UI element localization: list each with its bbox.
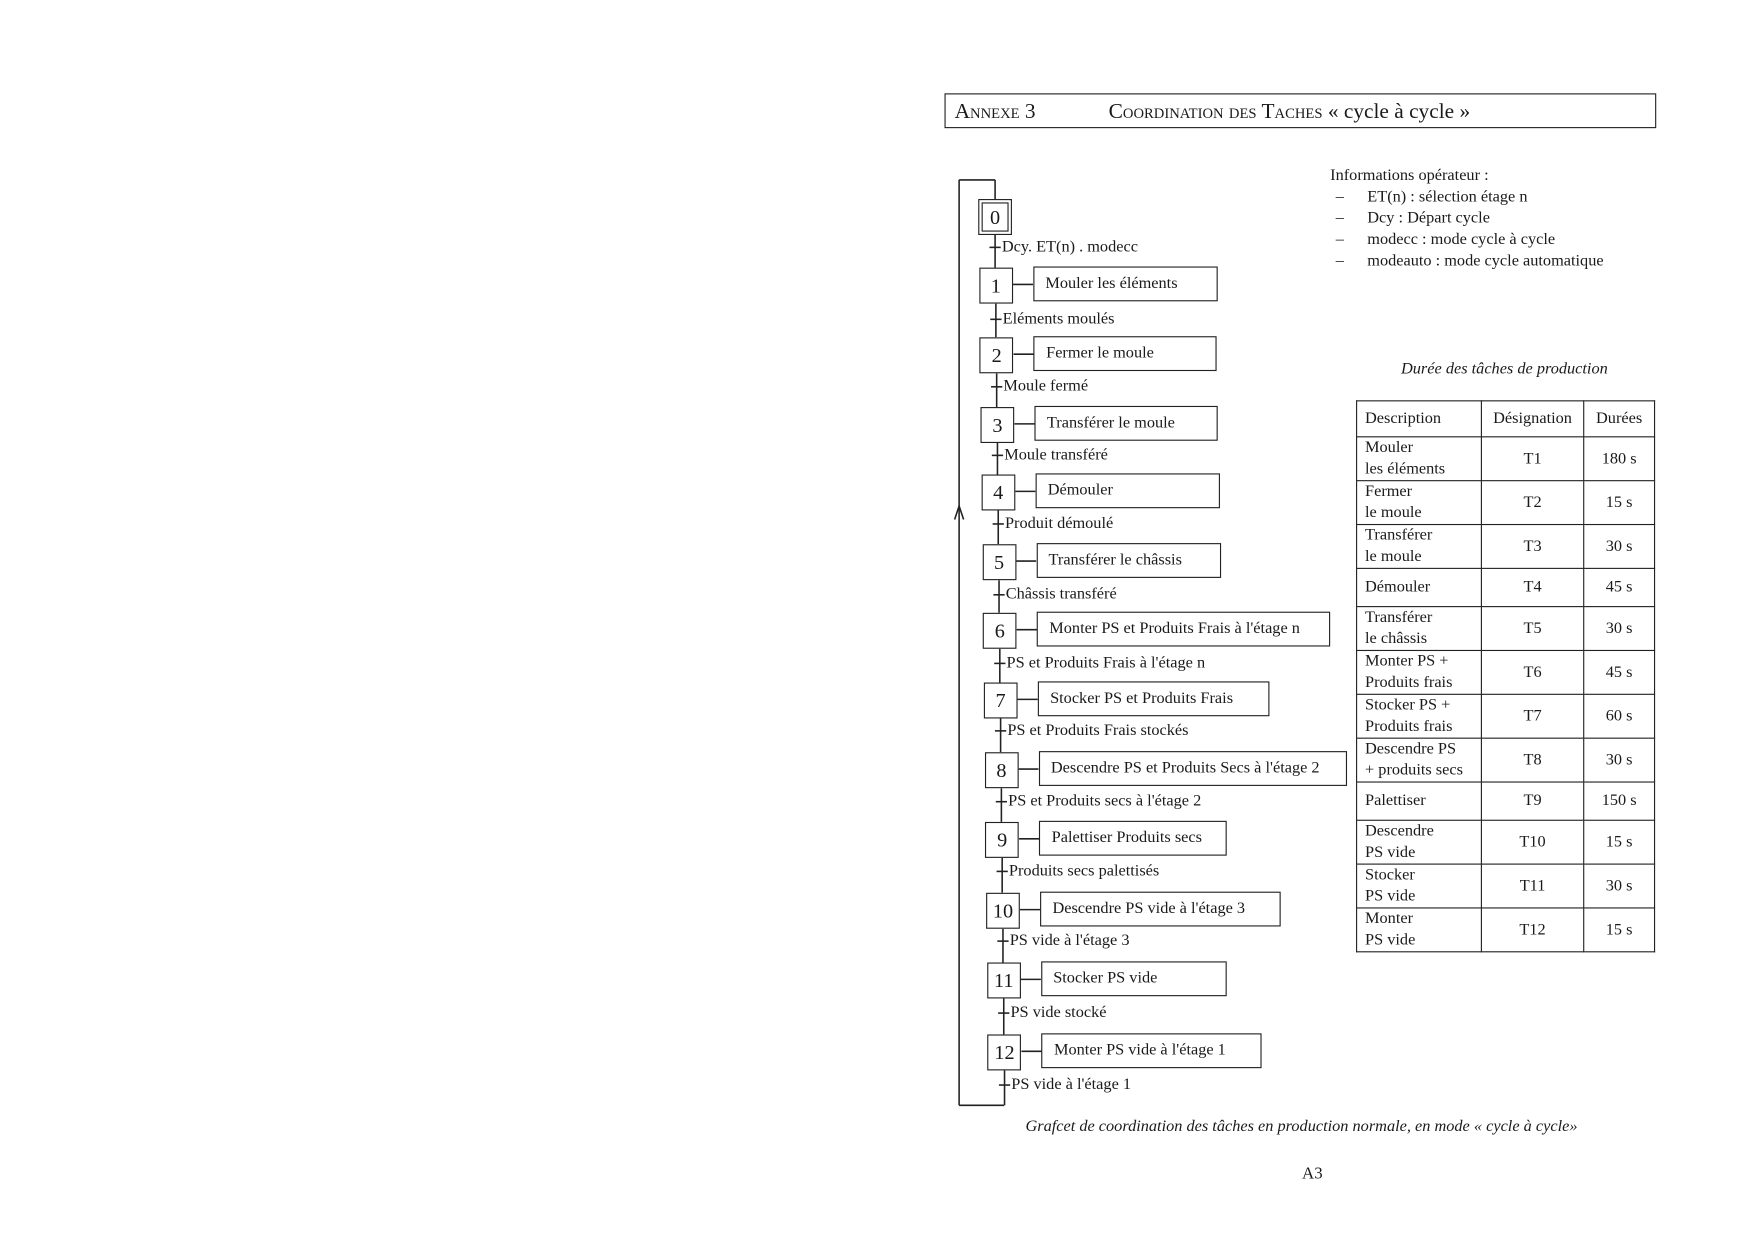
description-line: Stocker PS + (1365, 696, 1451, 714)
action-12: Monter PS vide à l'étage 1 (1042, 1033, 1262, 1068)
step-0: 0 (982, 202, 1009, 231)
dash: – (1335, 187, 1344, 206)
cell-designation: T4 (1481, 568, 1583, 606)
grafcet-caption: Grafcet de coordination des tâches en production normale, en mode « cycle à cycle» (1025, 1117, 1578, 1136)
cell-duration: 30 s (1584, 738, 1655, 782)
column-header: Désignation (1481, 401, 1583, 437)
step-6: 6 (983, 613, 1017, 649)
action-8: Descendre PS et Produits Secs à l'étage 2 (1038, 751, 1347, 786)
action-4: Démouler (1035, 473, 1220, 508)
action-3: Transférer le moule (1035, 406, 1218, 441)
cell-designation: T2 (1481, 481, 1583, 525)
description-line: Produits frais (1365, 717, 1453, 736)
info-text: modecc : mode cycle à cycle (1367, 230, 1556, 249)
action-6: Monter PS et Produits Frais à l'étage n (1037, 612, 1330, 647)
annex-label: Annexe 3 (954, 100, 1036, 124)
transition-1: Eléments moulés (1002, 309, 1115, 328)
action-2: Fermer le moule (1034, 336, 1217, 371)
action-10: Descendre PS vide à l'étage 3 (1040, 892, 1281, 927)
step-12: 12 (988, 1034, 1022, 1070)
info-text: ET(n) : sélection étage n (1367, 187, 1528, 206)
description-line: Mouler (1365, 438, 1414, 457)
page-number: A3 (1302, 1164, 1323, 1183)
info-text: modeauto : mode cycle automatique (1367, 251, 1604, 270)
transition-10: PS vide à l'étage 3 (1009, 931, 1130, 950)
step-9: 9 (985, 822, 1019, 858)
description-line: Monter (1365, 909, 1414, 928)
description-line: Fermer (1365, 482, 1413, 501)
description-line: le châssis (1365, 629, 1428, 648)
step-1: 1 (979, 268, 1013, 304)
action-9: Palettiser Produits secs (1039, 821, 1226, 856)
description-line: PS vide (1365, 887, 1416, 906)
step-10: 10 (986, 893, 1020, 929)
cell-duration: 15 s (1584, 820, 1655, 864)
description-line: PS vide (1365, 931, 1416, 949)
description-line: Descendre PS (1365, 739, 1457, 758)
description-line: Démouler (1365, 577, 1431, 596)
description-line: Palettiser (1365, 791, 1426, 810)
cell-duration: 45 s (1584, 650, 1655, 694)
cell-duration: 180 s (1584, 437, 1655, 481)
annex-title-main: Coordination des Taches (1108, 100, 1323, 124)
cell-designation: T5 (1481, 607, 1583, 651)
transition-4: Produit démoulé (1004, 514, 1114, 533)
description-line: PS vide (1365, 843, 1416, 862)
transition-11: PS vide stocké (1010, 1003, 1107, 1022)
cell-duration: 30 s (1584, 607, 1655, 651)
description-line: Transférer (1365, 526, 1433, 545)
dash: – (1335, 251, 1344, 270)
cell-duration: 15 s (1584, 908, 1655, 952)
cell-designation: T10 (1481, 820, 1583, 864)
transition-6: PS et Produits Frais à l'étage n (1006, 653, 1206, 672)
step-3: 3 (981, 407, 1015, 443)
transition-5: Châssis transféré (1005, 585, 1117, 604)
cell-duration: 150 s (1584, 782, 1655, 820)
step-11: 11 (987, 962, 1021, 998)
column-header: Description (1357, 401, 1482, 437)
dash: – (1335, 230, 1344, 249)
cell-duration: 60 s (1584, 694, 1655, 738)
cell-duration: 30 s (1584, 525, 1655, 569)
transition-8: PS et Produits secs à l'étage 2 (1008, 792, 1202, 811)
operator-info-title: Informations opérateur : (1330, 166, 1489, 185)
cell-designation: T12 (1481, 908, 1583, 952)
action-5: Transférer le châssis (1036, 543, 1221, 578)
step-4: 4 (981, 474, 1015, 510)
dash: – (1335, 209, 1344, 228)
description-line: le moule (1365, 503, 1422, 522)
step-7: 7 (984, 683, 1018, 719)
description-line: le moule (1365, 547, 1422, 566)
description-line: Transférer (1365, 608, 1433, 627)
annex-title-sub: « cycle à cycle » (1327, 100, 1471, 124)
step-8: 8 (985, 752, 1019, 788)
action-1: Mouler les éléments (1033, 266, 1218, 301)
action-11: Stocker PS vide (1041, 961, 1227, 996)
transition-12: PS vide à l'étage 1 (1011, 1075, 1132, 1094)
cell-designation: T3 (1481, 525, 1583, 569)
cell-duration: 15 s (1584, 481, 1655, 525)
transition-9: Produits secs palettisés (1008, 861, 1160, 880)
transition-7: PS et Produits Frais stockés (1007, 721, 1189, 740)
cell-designation: T7 (1481, 694, 1583, 738)
description-line: Produits frais (1365, 673, 1453, 692)
table-caption: Durée des tâches de production (1401, 359, 1608, 378)
step-2: 2 (980, 337, 1014, 373)
action-7: Stocker PS et Produits Frais (1038, 681, 1270, 716)
cell-designation: T1 (1481, 437, 1583, 481)
cell-designation: T6 (1481, 650, 1583, 694)
step-5: 5 (982, 544, 1016, 580)
column-header: Durées (1584, 401, 1655, 437)
cell-designation: T11 (1481, 864, 1583, 908)
description-line: + produits secs (1365, 761, 1463, 780)
cell-designation: T8 (1481, 738, 1583, 782)
transition-0: Dcy. ET(n) . modecc (1001, 237, 1138, 256)
cell-duration: 45 s (1584, 568, 1655, 606)
transition-3: Moule transféré (1004, 445, 1108, 464)
description-line: Monter PS + (1365, 652, 1449, 671)
description-line: Descendre (1365, 821, 1434, 840)
description-line: Stocker (1365, 865, 1415, 884)
info-text: Dcy : Départ cycle (1367, 209, 1490, 228)
transition-2: Moule fermé (1003, 377, 1089, 396)
cell-duration: 30 s (1584, 864, 1655, 908)
cell-designation: T9 (1481, 782, 1583, 820)
description-line: les éléments (1365, 459, 1446, 478)
